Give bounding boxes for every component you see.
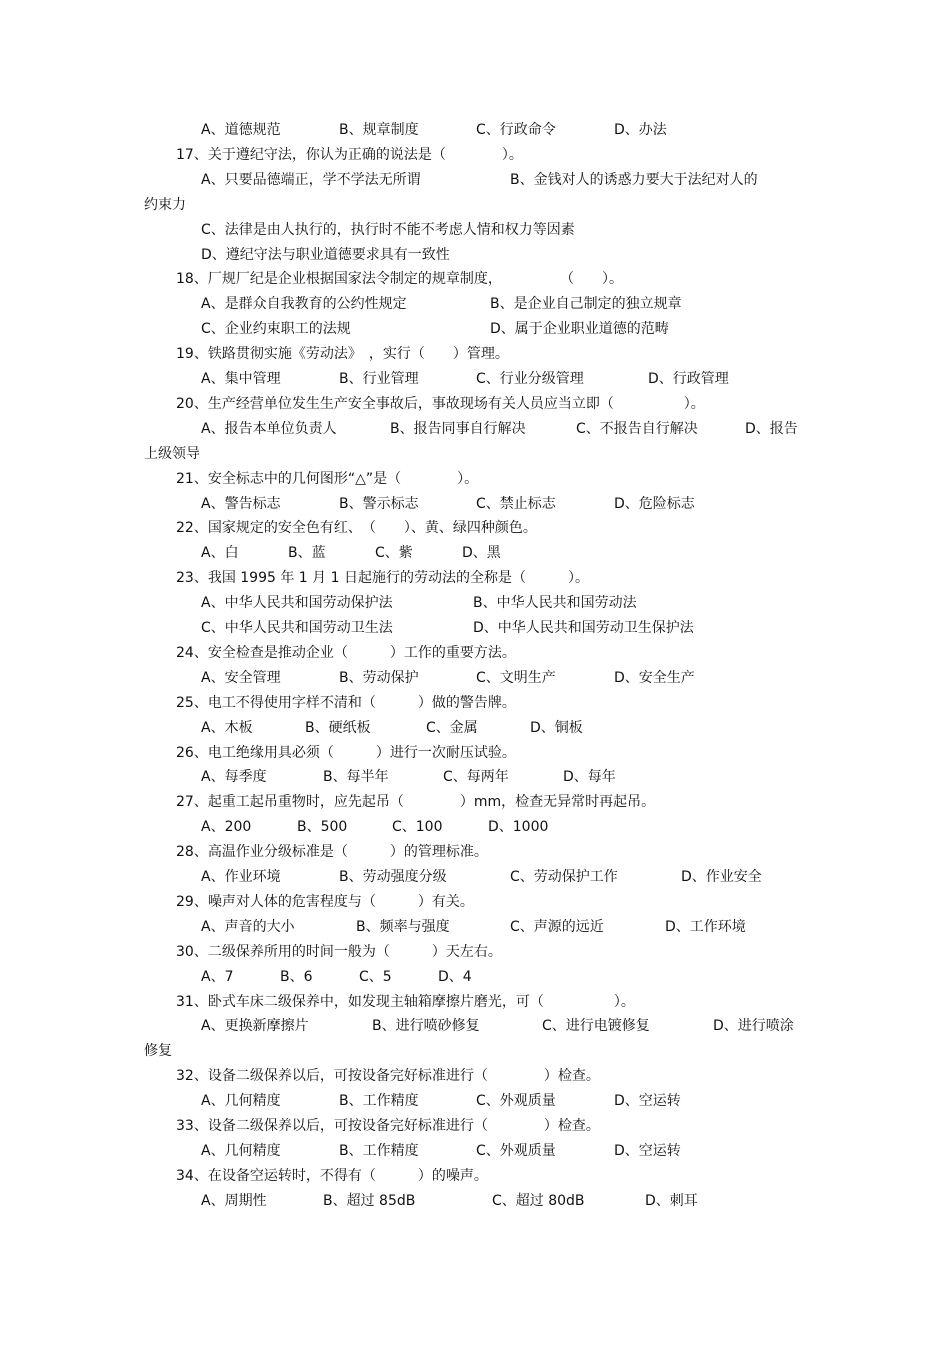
text-line xyxy=(0,1040,950,1062)
text-segment: 20、生产经营单位发生生产安全事故后，事故现场有关人员应当立即（ ）。 xyxy=(176,396,705,412)
text-segment: 约束力 xyxy=(144,197,186,213)
text-line xyxy=(0,1090,950,1112)
text-segment: C、进行电镀修复 xyxy=(542,1018,650,1034)
text-segment: C、外观质量 xyxy=(476,1093,556,1109)
text-line xyxy=(0,1015,950,1037)
text-segment: A、集中管理 xyxy=(201,371,281,387)
text-segment: C、文明生产 xyxy=(476,670,556,686)
text-segment: C、100 xyxy=(392,819,443,835)
text-line xyxy=(0,717,950,739)
text-segment: C、禁止标志 xyxy=(476,496,556,512)
text-line xyxy=(0,592,950,614)
text-line xyxy=(0,443,950,465)
text-segment: 26、电工绝缘用具必须（ ）进行一次耐压试验。 xyxy=(176,745,516,761)
text-segment: D、进行喷涂 xyxy=(713,1018,794,1034)
text-segment: D、刺耳 xyxy=(645,1193,698,1209)
text-segment: 25、电工不得使用字样不清和（ ）做的警告牌。 xyxy=(176,695,516,711)
text-line xyxy=(0,791,950,813)
text-segment: C、金属 xyxy=(426,720,478,736)
text-line xyxy=(0,517,950,539)
text-line xyxy=(0,1190,950,1212)
text-segment: C、行政命令 xyxy=(476,122,556,138)
text-segment: D、作业安全 xyxy=(681,869,762,885)
text-segment: B、频率与强度 xyxy=(356,919,450,935)
text-segment: A、是群众自我教育的公约性规定 xyxy=(201,296,407,312)
text-line xyxy=(0,766,950,788)
text-segment: B、500 xyxy=(297,819,348,835)
text-line xyxy=(0,891,950,913)
text-segment: B、规章制度 xyxy=(339,122,419,138)
text-segment: B、每半年 xyxy=(323,769,389,785)
text-segment: A、几何精度 xyxy=(201,1143,281,1159)
text-segment: 17、关于遵纪守法，你认为正确的说法是（ ）。 xyxy=(176,147,523,163)
text-segment: A、声音的大小 xyxy=(201,919,295,935)
text-line xyxy=(0,493,950,515)
text-segment: A、白 xyxy=(201,545,239,561)
text-segment: B、中华人民共和国劳动法 xyxy=(473,595,637,611)
text-segment: C、外观质量 xyxy=(476,1143,556,1159)
text-segment: 19、铁路贯彻实施《劳动法》 ，实行（ ）管理。 xyxy=(176,346,509,362)
text-line xyxy=(0,468,950,490)
text-segment: D、安全生产 xyxy=(614,670,695,686)
text-line xyxy=(0,642,950,664)
text-segment: 34、在设备空运转时，不得有（ ）的噪声。 xyxy=(176,1168,488,1184)
text-line xyxy=(0,343,950,365)
text-segment: B、是企业自己制定的独立规章 xyxy=(490,296,682,312)
text-line xyxy=(0,991,950,1013)
text-line xyxy=(0,318,950,340)
text-segment: B、蓝 xyxy=(288,545,326,561)
text-segment: C、劳动保护工作 xyxy=(510,869,618,885)
text-segment: D、空运转 xyxy=(614,1143,681,1159)
text-line xyxy=(0,567,950,589)
text-segment: A、周期性 xyxy=(201,1193,267,1209)
text-segment: B、劳动保护 xyxy=(339,670,419,686)
text-segment: A、道德规范 xyxy=(201,122,281,138)
text-segment: A、更换新摩擦片 xyxy=(201,1018,309,1034)
text-line xyxy=(0,144,950,166)
text-segment: D、每年 xyxy=(563,769,616,785)
text-segment: D、黑 xyxy=(462,545,501,561)
text-line xyxy=(0,244,950,266)
text-segment: C、行业分级管理 xyxy=(476,371,584,387)
text-segment: 21、安全标志中的几何图形“△”是（ ）。 xyxy=(176,471,479,487)
text-segment: A、200 xyxy=(201,819,252,835)
text-segment: 29、噪声对人体的危害程度与（ ）有关。 xyxy=(176,894,474,910)
text-segment: 32、设备二级保养以后，可按设备完好标准进行（ ）检查。 xyxy=(176,1068,600,1084)
text-line xyxy=(0,1140,950,1162)
text-segment: D、中华人民共和国劳动卫生保护法 xyxy=(473,620,694,636)
text-segment: C、企业约束职工的法规 xyxy=(201,321,351,337)
text-segment: B、报告同事自行解决 xyxy=(390,421,526,437)
text-segment: A、7 xyxy=(201,969,234,985)
text-segment: 31、卧式车床二级保养中，如发现主轴箱摩擦片磨光，可（ ）。 xyxy=(176,994,635,1010)
text-line xyxy=(0,816,950,838)
text-segment: C、不报告自行解决 xyxy=(576,421,698,437)
text-segment: 修复 xyxy=(144,1043,172,1059)
text-segment: A、木板 xyxy=(201,720,253,736)
text-segment: 上级领导 xyxy=(144,446,200,462)
text-segment: B、工作精度 xyxy=(339,1143,419,1159)
text-line xyxy=(0,1165,950,1187)
text-segment: C、超过 80dB xyxy=(492,1193,585,1209)
text-segment: B、行业管理 xyxy=(339,371,419,387)
text-segment: D、危险标志 xyxy=(614,496,695,512)
text-line xyxy=(0,169,950,191)
text-segment: B、硬纸板 xyxy=(305,720,371,736)
text-segment: C、声源的远近 xyxy=(510,919,604,935)
text-segment: D、1000 xyxy=(488,819,549,835)
text-segment: 24、安全检查是推动企业（ ）工作的重要方法。 xyxy=(176,645,516,661)
text-segment: B、超过 85dB xyxy=(323,1193,416,1209)
text-segment: A、只要品德端正，学不学法无所谓 xyxy=(201,172,421,188)
text-line xyxy=(0,916,950,938)
text-segment: B、劳动强度分级 xyxy=(339,869,447,885)
text-line xyxy=(0,866,950,888)
text-segment: D、铜板 xyxy=(530,720,583,736)
text-segment: A、中华人民共和国劳动保护法 xyxy=(201,595,393,611)
text-segment: B、金钱对人的诱惑力要大于法纪对人的 xyxy=(510,172,758,188)
text-line xyxy=(0,418,950,440)
text-segment: D、遵纪守法与职业道德要求具有一致性 xyxy=(201,247,450,263)
text-segment: 22、国家规定的安全色有红、 （ ）、黄、绿四种颜色。 xyxy=(176,520,537,536)
text-line xyxy=(0,941,950,963)
text-segment: D、4 xyxy=(438,969,472,985)
text-segment: A、安全管理 xyxy=(201,670,281,686)
text-line xyxy=(0,742,950,764)
text-line xyxy=(0,119,950,141)
text-line xyxy=(0,1115,950,1137)
text-segment: 28、高温作业分级标准是（ ）的管理标准。 xyxy=(176,844,488,860)
text-segment: C、法律是由人执行的，执行时不能不考虑人情和权力等因素 xyxy=(201,222,575,238)
text-line xyxy=(0,617,950,639)
text-segment: A、每季度 xyxy=(201,769,267,785)
text-line xyxy=(0,692,950,714)
text-line xyxy=(0,293,950,315)
text-line xyxy=(0,966,950,988)
text-segment: C、5 xyxy=(359,969,392,985)
text-segment: 23、我国 1995 年 1 月 1 日起施行的劳动法的全称是（ ）。 xyxy=(176,570,589,586)
text-segment: A、几何精度 xyxy=(201,1093,281,1109)
text-segment: A、报告本单位负责人 xyxy=(201,421,337,437)
text-segment: C、中华人民共和国劳动卫生法 xyxy=(201,620,393,636)
text-segment: D、报告 xyxy=(745,421,798,437)
text-segment: D、行政管理 xyxy=(648,371,729,387)
text-segment: A、作业环境 xyxy=(201,869,281,885)
text-line xyxy=(0,219,950,241)
text-line xyxy=(0,542,950,564)
text-segment: B、工作精度 xyxy=(339,1093,419,1109)
text-line xyxy=(0,368,950,390)
text-segment: 30、二级保养所用的时间一般为（ ）天左右。 xyxy=(176,944,502,960)
text-segment: 27、起重工起吊重物时，应先起吊（ ）mm，检查无异常时再起吊。 xyxy=(176,794,656,810)
text-segment: A、警告标志 xyxy=(201,496,281,512)
text-line xyxy=(0,194,950,216)
text-line xyxy=(0,841,950,863)
text-segment: B、进行喷砂修复 xyxy=(372,1018,480,1034)
text-segment: 33、设备二级保养以后，可按设备完好标准进行（ ）检查。 xyxy=(176,1118,600,1134)
text-line xyxy=(0,667,950,689)
text-segment: D、属于企业职业道德的范畴 xyxy=(490,321,669,337)
text-segment: （ ）。 xyxy=(560,271,623,287)
text-segment: D、空运转 xyxy=(614,1093,681,1109)
text-segment: C、紫 xyxy=(375,545,413,561)
text-segment: C、每两年 xyxy=(443,769,509,785)
text-segment: B、警示标志 xyxy=(339,496,419,512)
text-segment: B、6 xyxy=(280,969,313,985)
text-segment: 18、厂规厂纪是企业根据国家法令制定的规章制度， xyxy=(176,271,502,287)
text-segment: D、办法 xyxy=(614,122,667,138)
text-line xyxy=(0,268,950,290)
text-segment: D、工作环境 xyxy=(665,919,746,935)
text-line xyxy=(0,1065,950,1087)
text-line xyxy=(0,393,950,415)
